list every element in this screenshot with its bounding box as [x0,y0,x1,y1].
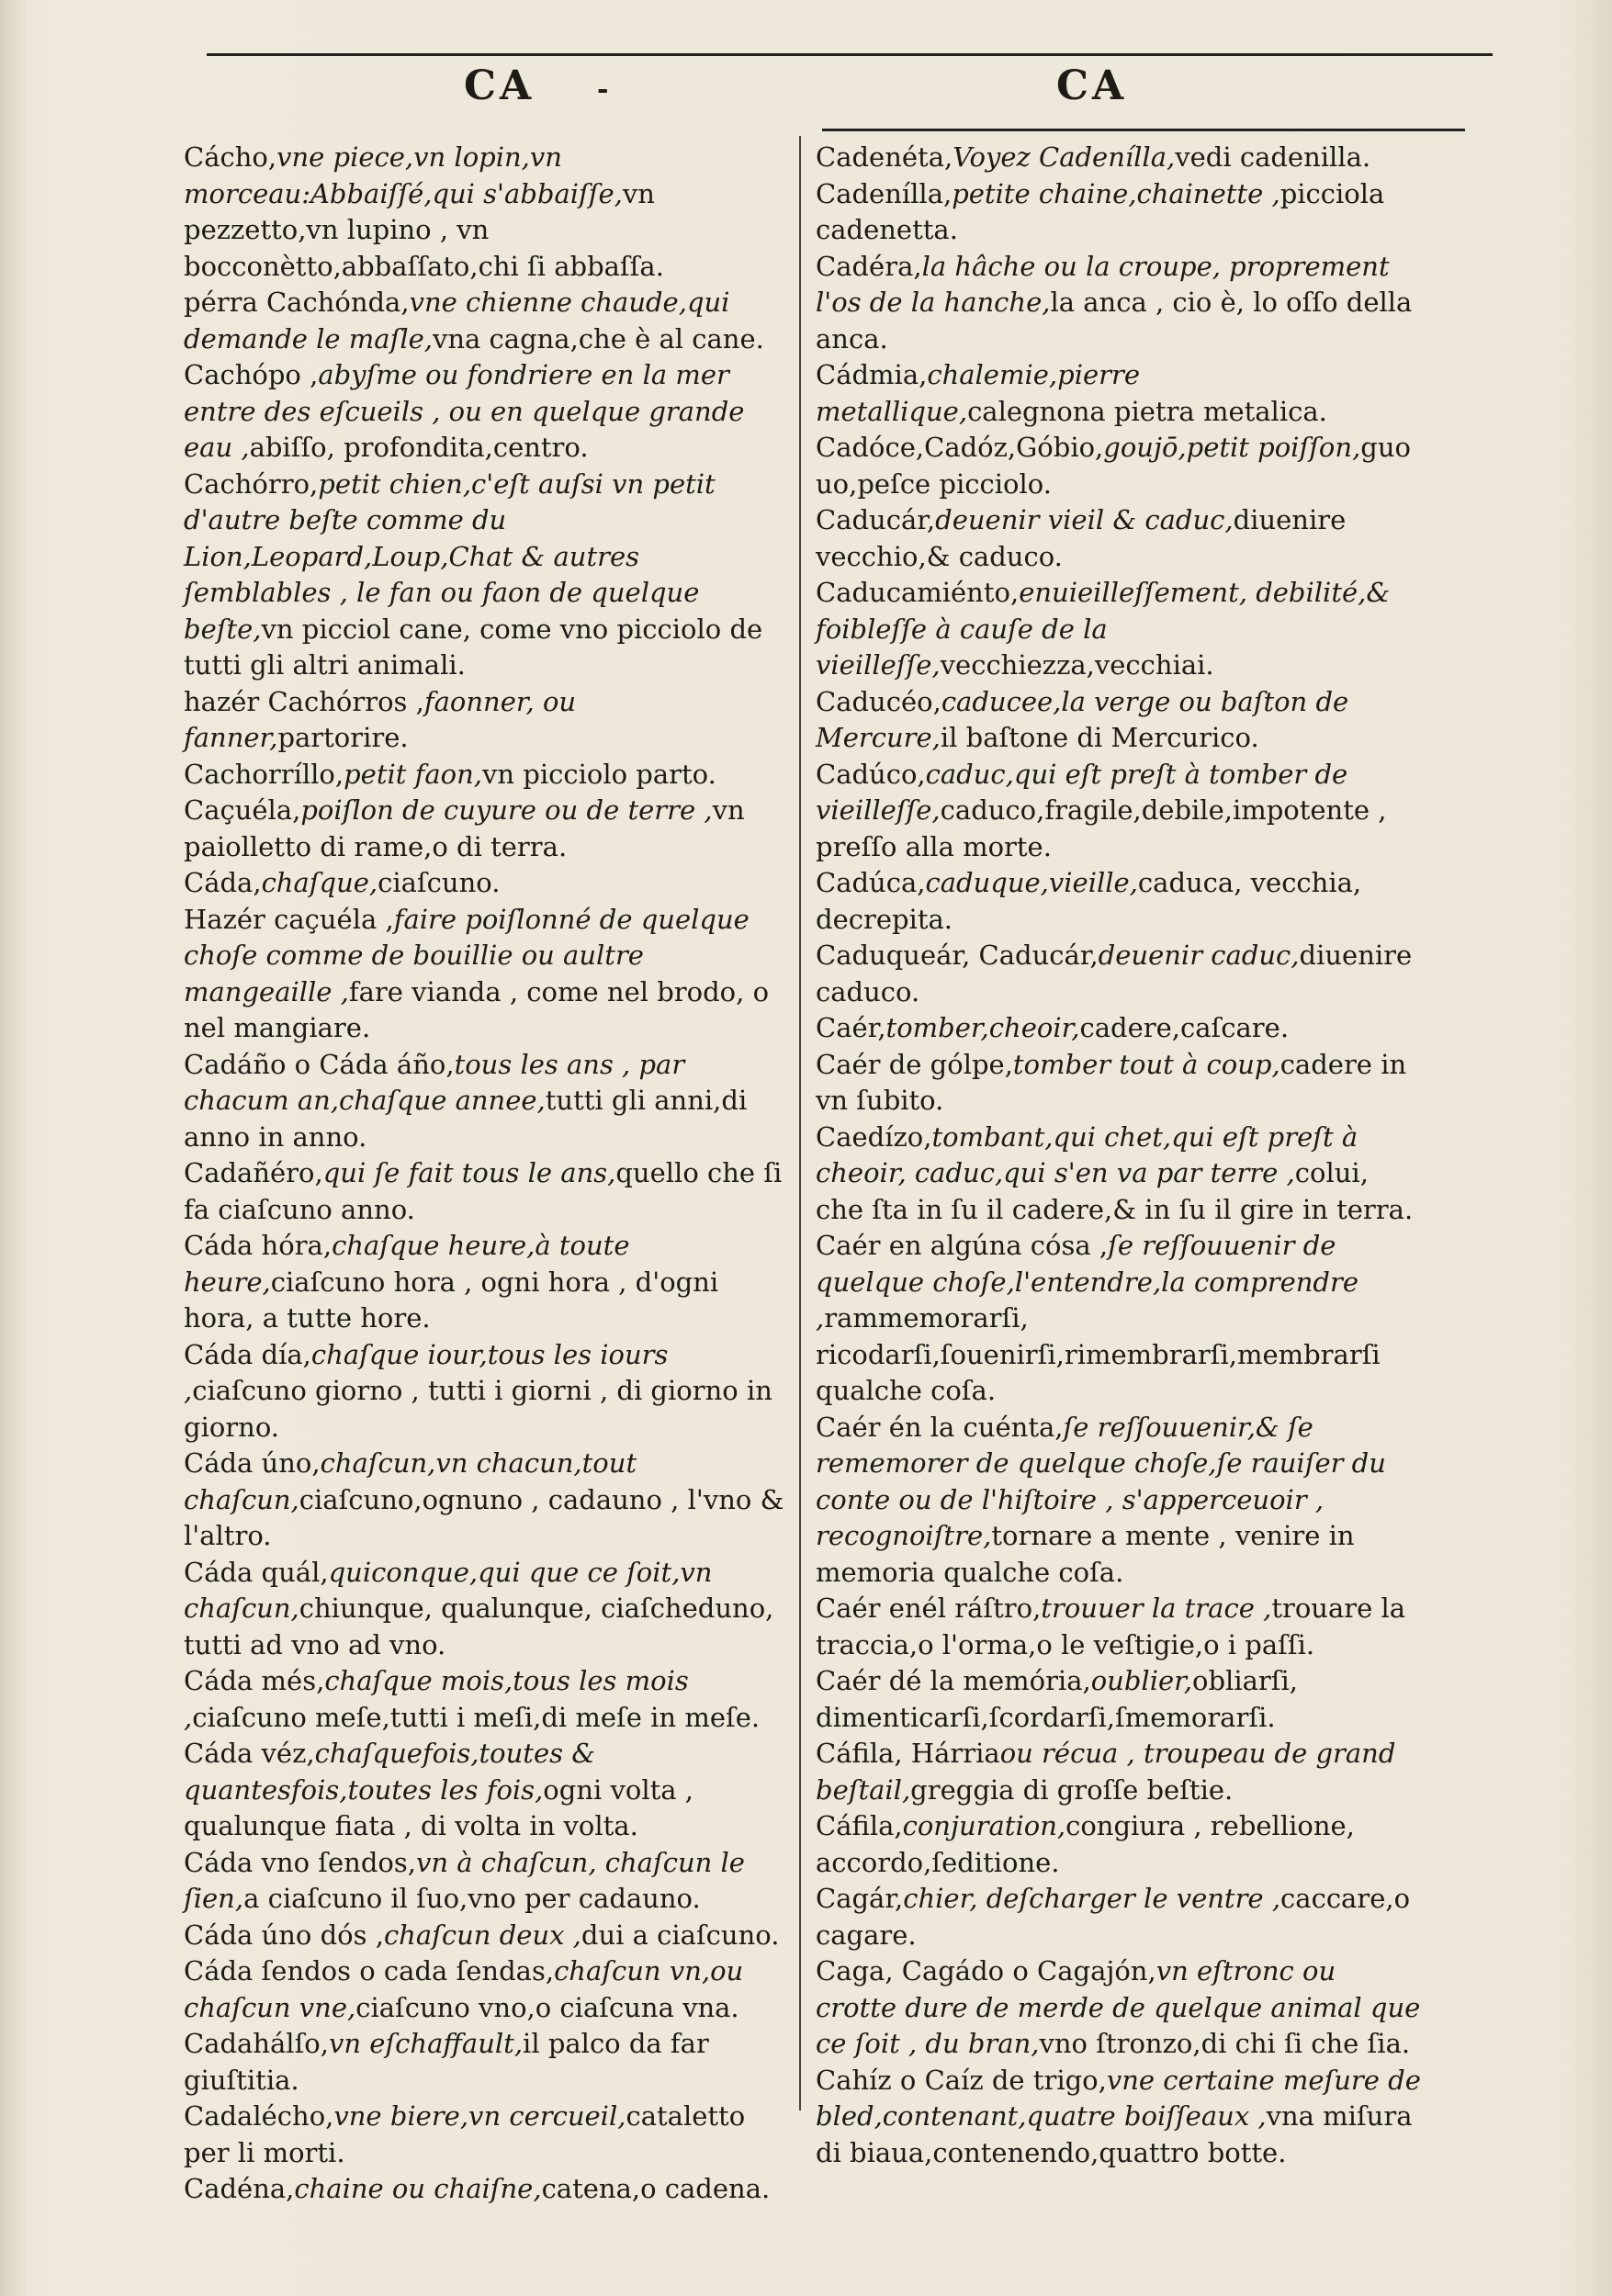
italian-gloss: vn paiolletto di rame,o di terra. [184,794,745,862]
headword: Cáda véz, [184,1738,315,1769]
italian-gloss: ciaſcuno giorno , tutti i giorni , di giorno in giorno. [184,1375,772,1443]
italian-gloss: a ciaſcuno il ſuo,vno per cadauno. [243,1883,701,1914]
dictionary-entry [816,140,1422,176]
headword: Cáda quál, [184,1556,329,1588]
italian-gloss: il palco da far giuſtitia. [184,2028,709,2096]
italian-gloss: chiunque, qualunque, ciaſcheduno, tutti ad vno ad vno. [184,1593,774,1660]
dictionary-entry [816,1410,1422,1592]
headword: Cadúca, [816,867,926,898]
headword: Cadañéro, [184,1157,323,1188]
french-gloss: tombant,qui chet,qui eſt preſt à cheoir, caduc,qui s'en va par terre , [816,1120,1358,1188]
headword: Caér en algúna cósa , [816,1230,1109,1261]
headword: Cadáño o Cáda áño, [184,1048,455,1080]
headword: Caduqueár, Caducár, [816,940,1099,971]
italian-gloss: vecchiezza,vecchiai. [940,649,1214,681]
dictionary-entry [816,1047,1422,1120]
italian-gloss: ciaſcuno,ognuno , cadauno , l'vno & l'altro. [184,1483,784,1551]
left-running-head: CA [464,62,535,109]
french-gloss: enuieilleſſement, debilité,& foibleſſe à cauſe de la vieilleſſe, [816,577,1391,681]
italian-gloss: la anca , cio è, lo oſſo della anca. [816,287,1413,355]
french-gloss: chaſquefois,toutes & quantesfois,toutes les fois, [184,1738,596,1806]
headword: Caçuéla, [184,794,301,826]
french-gloss: vn eſtronc ou crotte dure de merde de quelque animal que ce ſoit , du bran, [816,1955,1421,2059]
french-gloss: faonner, ou fanner, [184,685,577,753]
headword: Cádmia, [816,359,928,390]
french-gloss: petit faon, [344,758,482,790]
dictionary-entry [816,575,1422,684]
headword: Cáda hóra, [184,1230,333,1261]
dictionary-entry [184,1736,785,1845]
dictionary-entry [184,1663,785,1736]
dictionary-entry [816,1881,1422,1953]
dictionary-entry [184,1228,785,1337]
italian-gloss: caccare,o cagare. [816,1883,1411,1951]
headword: Cáda día, [184,1338,311,1370]
dictionary-entry [816,1953,1422,2063]
italian-gloss: quello che ſi fa ciaſcuno anno. [184,1157,783,1225]
french-gloss: vn à chaſcun, chaſcun le ſien, [184,1846,745,1914]
dictionary-entry [184,1337,785,1446]
right-column [816,140,1422,2171]
italian-gloss: partorire. [277,722,409,753]
italian-gloss: obliarſi, dimenticarſi,ſcordarſi,ſmemorarſi. [816,1665,1298,1733]
italian-gloss: cadere,caſcare. [1079,1012,1290,1043]
french-gloss: tomber,cheoir, [885,1012,1080,1043]
french-gloss: qui ſe fait tous le ans, [322,1157,616,1188]
headword: Cadahálſo, [184,2028,329,2059]
dictionary-entry [816,1591,1422,1663]
italian-gloss: cadere in vn ſubito. [816,1048,1407,1116]
french-gloss: trouuer la trace , [1041,1593,1272,1624]
italian-gloss: ciaſcuno meſe,tutti i meſi,di meſe in meſe. [192,1701,761,1733]
french-gloss: vne biere,vn cercueil, [333,2100,626,2132]
french-gloss: vne chienne chaude,qui demande le maſle, [184,287,730,355]
italian-gloss: abiſſo, profondita,centro. [249,432,589,463]
dictionary-entry [184,793,785,865]
headword: Cachópo , [184,359,319,390]
italian-gloss: diuenire caduco. [816,940,1413,1007]
dictionary-entry [816,357,1422,430]
headword: Cáfila, Hárria [816,1738,1000,1769]
italian-gloss: vna cagna,che è al cane. [432,322,764,355]
italian-gloss: picciola cadenetta. [816,177,1385,245]
headword: Caga, Cagádo o Cagajón, [816,1955,1156,1986]
dictionary-entry [184,684,785,757]
french-gloss: deuenir caduc, [1098,940,1300,971]
italian-gloss: il baſtone di Mercurico. [940,722,1259,753]
french-gloss: conjuration, [902,1810,1066,1841]
french-gloss: caduc,qui eſt preſt à tomber de vieilleſſe, [816,758,1348,826]
italian-gloss: catena,o cadena. [541,2173,771,2204]
italian-gloss: colui, che ſta in ſu il cadere,& in ſu il gire in terra. [816,1157,1414,1225]
french-gloss: vn eſchaffault, [329,2028,524,2059]
french-gloss: chaſcun,vn chacun,tout chaſcun, [184,1447,637,1515]
headword: Cadenéta, [816,141,953,173]
headword: Cachorríllo, [184,758,344,790]
headword: Cagár, [816,1883,904,1914]
italian-gloss: vn picciolo parto. [482,758,716,790]
french-gloss: chaſcun deux , [383,1919,581,1951]
italian-gloss: vn picciol cane, come vno picciolo de tutti gli altri animali. [184,613,763,681]
dictionary-entry [816,938,1422,1010]
headword: Hazér caçuéla , [184,903,394,935]
dictionary-entry [184,1953,785,2026]
italian-gloss: tutti gli anni,di anno in anno. [184,1085,748,1153]
french-gloss: caduque,vieille, [925,867,1138,898]
dictionary-entry [184,757,785,793]
headword: Caér enél ráſtro, [816,1593,1042,1624]
french-gloss: chaſque mois,tous les mois , [184,1665,689,1733]
italian-gloss: congiura , rebellione, accordo,ſeditione. [816,1810,1355,1878]
dictionary-entry [816,249,1422,358]
dictionary-entry [816,176,1422,249]
headword: Caér de gólpe, [816,1048,1013,1080]
french-gloss: petit chien,c'eſt auſsi vn petit d'autre beſte comme du Lion,Leopard,Loup,Chat & autres ſemblables , le fan ou faon de quelque beſte, [184,467,716,645]
dictionary-entry [184,902,785,1047]
italian-gloss: caduco,fragile,debile,impotente , preſſo alla morte. [816,794,1387,862]
header-rule [822,129,1465,131]
french-gloss: chaſque, [261,867,378,898]
headword: Cácho, [184,141,277,173]
french-gloss: caducee,la verge ou baſton de Mercure, [816,685,1349,753]
italian-gloss: calegnona pietra metalica. [967,395,1327,427]
headword: pérra Cachónda, [184,287,410,318]
italian-gloss: cataletto per li morti. [184,2100,746,2168]
italian-gloss: vna miſura di biaua,contenendo,quattro botte. [816,2100,1413,2168]
italian-gloss: diuenire vecchio,& caduco. [816,504,1347,572]
dictionary-entry [816,684,1422,757]
headword: Cáda més, [184,1665,325,1696]
headword: Cáda úno dós , [184,1919,384,1951]
headword: Cadalécho, [184,2100,334,2132]
french-gloss: chier, deſcharger le ventre , [903,1883,1281,1914]
running-head-dash: - [597,73,613,106]
dictionary-entry [184,1918,785,1954]
french-gloss: oublier, [1090,1665,1193,1696]
french-gloss: faire poiſlonné de quelque choſe comme de bouillie ou aultre mangeaille , [184,903,750,1007]
headword: Cáda, [184,867,262,898]
headword: Cadéna, [184,2173,295,2204]
dictionary-entry [816,502,1422,575]
italian-gloss: vedi cadenilla. [1175,141,1371,173]
headword: Caér, [816,1012,886,1043]
italian-gloss: dui a ciaſcuno. [581,1919,780,1951]
headword: Caér dé la memória, [816,1665,1091,1696]
dictionary-entry [816,2063,1422,2172]
headword: Cahíz o Caíz de trigo, [816,2064,1107,2096]
french-gloss: chaſque heure,à toute heure, [184,1230,630,1298]
french-gloss: ou récua , troupeau de grand beſtail, [816,1738,1396,1806]
french-gloss: vne piece,vn lopin,vn morceau:Abbaiſſé,qui s'abbaiſſe, [184,141,623,209]
headword: Cadóce,Cadóz,Góbio, [816,432,1104,463]
headword: Caedízo, [816,1120,932,1153]
french-gloss: quiconque,qui que ce ſoit,vn chaſcun, [184,1556,713,1624]
french-gloss: petite chaine,chainette , [952,177,1280,209]
french-gloss: chaſque iour,tous les iours , [184,1338,669,1406]
column-divider [799,136,801,2110]
dictionary-entry [816,1736,1422,1808]
dictionary-entry [184,2026,785,2099]
dictionary-entry [184,2099,785,2171]
french-gloss: tomber tout à coup, [1012,1048,1280,1080]
french-gloss: abyſme ou fondriere en la mer entre des eſcueils , ou en quelque grande eau , [184,359,745,463]
italian-gloss: ciaſcuno. [378,867,501,898]
italian-gloss: caduca, vecchia, decrepita. [816,867,1362,935]
italian-gloss: vn pezzetto,vn lupino , vn bocconètto,abbaſſato,chi ſi abbaſſa. [184,177,664,282]
dictionary-entry [184,1047,785,1156]
headword: Cadúco, [816,758,926,790]
dictionary-entry [184,467,785,684]
headword: Cáda úno, [184,1447,321,1479]
italian-gloss: trouare la traccia,o l'orma,o le veſtigie,o i paſſi. [816,1593,1406,1660]
italian-gloss: ogni volta , qualunque fiata , di volta in volta. [184,1773,693,1841]
top-rule [207,53,1493,56]
french-gloss: goujō,petit poiſſon, [1103,432,1361,463]
french-gloss: tous les ans , par chacum an,chaſque annee, [184,1048,685,1116]
headword: hazér Cachórros , [184,685,424,717]
italian-gloss: fare vianda , come nel brodo, o nel mangiare. [184,975,770,1043]
french-gloss: Voyez Cadenílla, [953,141,1176,173]
french-gloss: ſe reſſouuenir de quelque choſe,l'entendre,la comprendre , [816,1230,1359,1334]
italian-gloss: vno ſtronzo,di chi ſi che ſia. [1039,2028,1411,2059]
dictionary-entry [184,865,785,902]
french-gloss: la hâche ou la croupe, proprement l'os de la hanche, [816,250,1390,318]
dictionary-entry [816,1663,1422,1736]
headword: Caér én la cuénta, [816,1411,1064,1443]
dictionary-entry [816,757,1422,866]
dictionary-entry [184,1446,785,1555]
dictionary-entry [184,357,785,467]
dictionary-entry [816,865,1422,938]
right-running-head: CA [1056,62,1128,109]
dictionary-entry [816,1120,1422,1229]
french-gloss: poiſlon de cuyure ou de terre , [300,794,713,826]
italian-gloss: greggia di groſſe beſtie. [910,1773,1234,1806]
headword: Caducéo, [816,685,941,717]
italian-gloss: ciaſcuno vno,o ciaſcuna vna. [355,1991,739,2023]
french-gloss: vne certaine meſure de bled,contenant,quatre boiſſeaux , [816,2064,1421,2132]
headword: Cachórro, [184,467,319,500]
dictionary-entry [816,1010,1422,1047]
french-gloss: chalemie,pierre metallique, [816,359,1141,427]
italian-gloss: ciaſcuno hora , ogni hora , d'ogni hora, a tutte hore. [184,1266,719,1334]
dictionary-entry [184,2171,785,2208]
dictionary-entry [816,1228,1422,1410]
headword: Caducár, [816,504,936,535]
headword: Caducamiénto, [816,577,1020,608]
dictionary-entry [184,140,785,285]
french-gloss: deuenir vieil & caduc, [935,504,1234,535]
dictionary-entry [184,1845,785,1918]
headword: Cadenílla, [816,177,953,209]
italian-gloss: rammemorarſi, ricodarſi,ſouenirſi,rimembrarſi,membrarſi qualche coſa. [816,1302,1381,1406]
dictionary-entry [184,1555,785,1664]
headword: Cáda ſendos o cada ſendas, [184,1955,555,1986]
left-column [184,140,785,2208]
french-gloss: chaſcun vn,ou chaſcun vne, [184,1955,744,2023]
headword: Cadéra, [816,250,922,282]
dictionary-entry [184,285,785,357]
italian-gloss: tornare a mente , venire in memoria qualche coſa. [816,1520,1355,1588]
dictionary-entry [816,430,1422,502]
headword: Cáda vno ſendos, [184,1846,416,1878]
dictionary-entry [816,1808,1422,1881]
headword: Cáfila, [816,1810,903,1841]
french-gloss: chaine ou chaiſne, [294,2173,542,2204]
italian-gloss: guo uo,peſce picciolo. [816,432,1411,500]
dictionary-entry [184,1155,785,1228]
french-gloss: ſe reſſouuenir,& ſe rememorer de quelque choſe,ſe rauiſer du conte ou de l'hiſtoire , s'apperceuoir , recognoiſtre, [816,1411,1386,1551]
